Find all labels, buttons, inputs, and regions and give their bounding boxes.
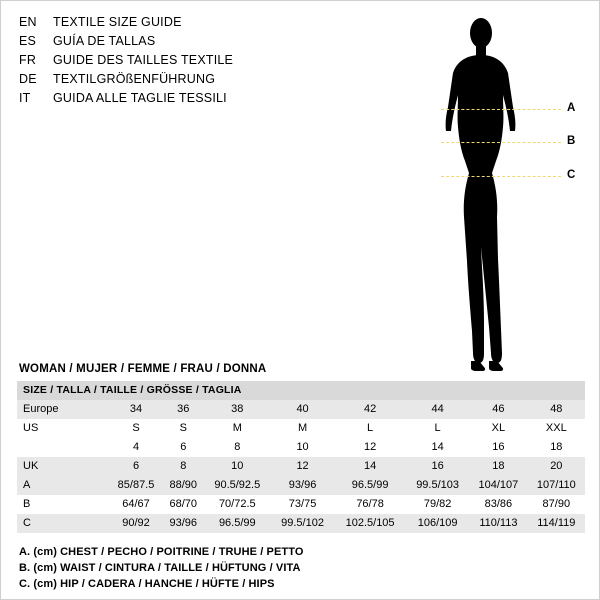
- section-title: WOMAN / MUJER / FEMME / FRAU / DONNA: [19, 363, 267, 375]
- cell: 44: [406, 400, 469, 419]
- cell: S: [163, 419, 204, 438]
- language-title: TEXTILGRÖßENFÜHRUNG: [53, 72, 216, 86]
- cell: 99.5/102: [271, 514, 334, 533]
- cell: 18: [528, 438, 585, 457]
- cell: XXL: [528, 419, 585, 438]
- cell: 20: [528, 457, 585, 476]
- cell: 93/96: [163, 514, 204, 533]
- language-title: GUIDE DES TAILLES TEXTILE: [53, 53, 234, 67]
- table-row: [17, 438, 585, 457]
- table-row: [17, 476, 585, 495]
- cell: 64/67: [109, 495, 163, 514]
- cell: 10: [271, 438, 334, 457]
- cell: 87/90: [528, 495, 585, 514]
- language-title: GUIDA ALLE TAGLIE TESSILI: [53, 91, 227, 105]
- cell: 6: [163, 438, 204, 457]
- cell: 46: [469, 400, 528, 419]
- cell: 70/72.5: [204, 495, 272, 514]
- cell: 76/78: [334, 495, 406, 514]
- language-row: [19, 34, 349, 53]
- note-c: C. (cm) HIP / CADERA / HANCHE / HÜFTE / HIPS: [19, 578, 275, 590]
- language-code: FR: [19, 53, 37, 67]
- cell: 8: [163, 457, 204, 476]
- cell: 8: [204, 438, 272, 457]
- cell: 48: [528, 400, 585, 419]
- cell: 73/75: [271, 495, 334, 514]
- table-header-label: SIZE / TALLA / TAILLE / GRÖSSE / TAGLIA: [17, 381, 585, 400]
- cell: 36: [163, 400, 204, 419]
- table-row: [17, 514, 585, 533]
- row-label: Europe: [17, 400, 109, 419]
- cell: 90.5/92.5: [204, 476, 272, 495]
- language-title: GUÍA DE TALLAS: [53, 34, 156, 48]
- cell: 106/109: [406, 514, 469, 533]
- language-code: DE: [19, 72, 37, 86]
- cell: 88/90: [163, 476, 204, 495]
- cell: 96.5/99: [204, 514, 272, 533]
- cell: 12: [334, 438, 406, 457]
- measurement-notes: [19, 544, 579, 592]
- cell: 110/113: [469, 514, 528, 533]
- language-code: ES: [19, 34, 37, 48]
- note-a: A. (cm) CHEST / PECHO / POITRINE / TRUHE / PETTO: [19, 546, 304, 558]
- cell: 83/86: [469, 495, 528, 514]
- cell: 4: [109, 438, 163, 457]
- row-label: C: [17, 514, 109, 533]
- cell: 93/96: [271, 476, 334, 495]
- measure-guide-b: [441, 142, 561, 143]
- measure-label-b: B: [567, 135, 576, 147]
- measure-guide-c: [441, 176, 561, 177]
- cell: 14: [406, 438, 469, 457]
- cell: 38: [204, 400, 272, 419]
- cell: S: [109, 419, 163, 438]
- female-silhouette-icon: [421, 11, 541, 371]
- cell: 14: [334, 457, 406, 476]
- cell: 18: [469, 457, 528, 476]
- language-code: IT: [19, 91, 31, 105]
- cell: 99.5/103: [406, 476, 469, 495]
- row-label: A: [17, 476, 109, 495]
- language-row: [19, 53, 349, 72]
- table-header-row: [17, 381, 585, 400]
- cell: L: [406, 419, 469, 438]
- cell: 107/110: [528, 476, 585, 495]
- table-row: [17, 400, 585, 419]
- row-label: B: [17, 495, 109, 514]
- row-label: US: [17, 419, 109, 438]
- cell: 42: [334, 400, 406, 419]
- language-title: TEXTILE SIZE GUIDE: [53, 15, 182, 29]
- language-row: [19, 91, 349, 110]
- language-row: [19, 15, 349, 34]
- cell: M: [271, 419, 334, 438]
- cell: 114/119: [528, 514, 585, 533]
- cell: XL: [469, 419, 528, 438]
- measure-label-a: A: [567, 102, 576, 114]
- cell: 10: [204, 457, 272, 476]
- measure-label-c: C: [567, 169, 576, 181]
- note-b: B. (cm) WAIST / CINTURA / TAILLE / HÜFTUNG / VITA: [19, 562, 301, 574]
- cell: 96.5/99: [334, 476, 406, 495]
- cell: 85/87.5: [109, 476, 163, 495]
- table-row: [17, 495, 585, 514]
- cell: 104/107: [469, 476, 528, 495]
- cell: 6: [109, 457, 163, 476]
- cell: L: [334, 419, 406, 438]
- table-row: [17, 419, 585, 438]
- cell: 40: [271, 400, 334, 419]
- language-code: EN: [19, 15, 37, 29]
- language-heading-list: [19, 15, 349, 110]
- cell: 68/70: [163, 495, 204, 514]
- cell: 34: [109, 400, 163, 419]
- size-table: [17, 381, 585, 533]
- row-label: [17, 438, 109, 457]
- language-row: [19, 72, 349, 91]
- cell: 102.5/105: [334, 514, 406, 533]
- row-label: UK: [17, 457, 109, 476]
- cell: 12: [271, 457, 334, 476]
- cell: M: [204, 419, 272, 438]
- table-row: [17, 457, 585, 476]
- cell: 79/82: [406, 495, 469, 514]
- measurement-figure: [401, 11, 591, 371]
- cell: 90/92: [109, 514, 163, 533]
- cell: 16: [469, 438, 528, 457]
- cell: 16: [406, 457, 469, 476]
- measure-guide-a: [441, 109, 561, 110]
